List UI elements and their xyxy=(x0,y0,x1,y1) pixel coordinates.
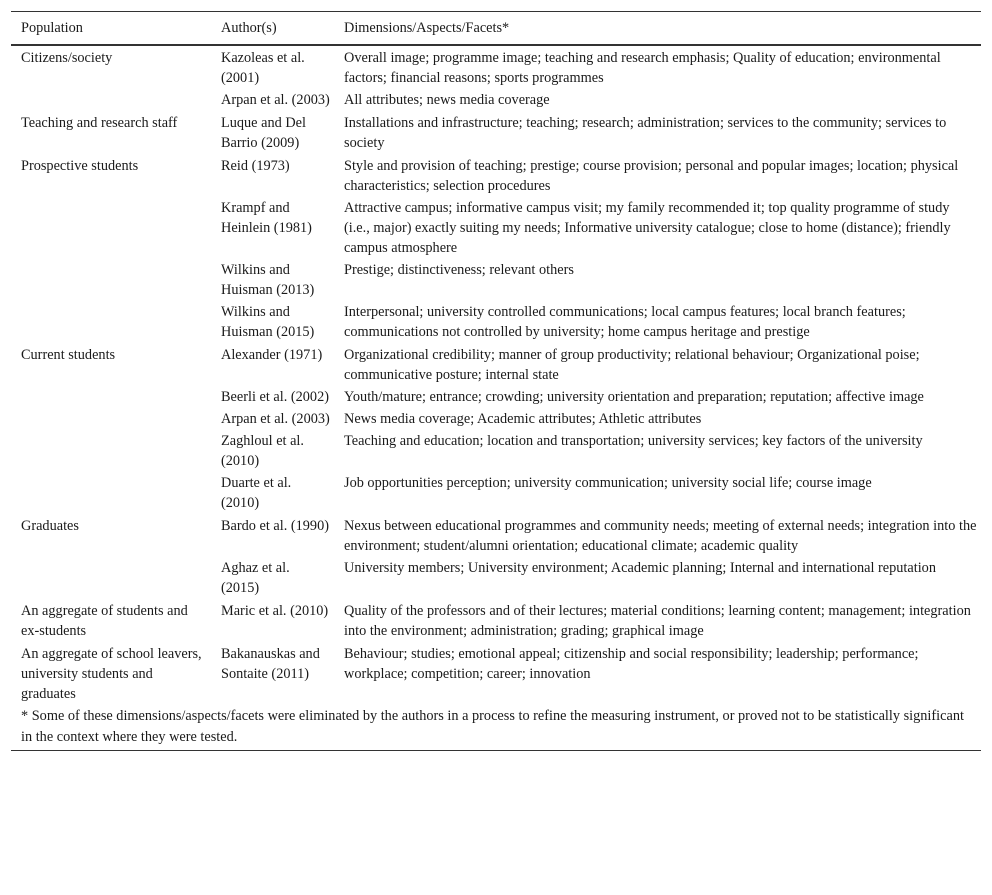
table-row xyxy=(11,197,981,259)
population-cell xyxy=(11,259,211,301)
header-row xyxy=(11,12,981,46)
table-row xyxy=(11,111,981,154)
dimensions-cell: Quality of the professors and of their lectures; material conditions; learning content; management; integration into the environment; administration; grading; graphical image xyxy=(344,603,971,639)
table-row xyxy=(11,599,981,642)
population-cell xyxy=(11,430,211,472)
population-cell xyxy=(11,386,211,408)
dimensions-cell: News media coverage; Academic attributes; Athletic attributes xyxy=(344,411,702,427)
dimensions-cell: Attractive campus; informative campus visit; my family recommended it; top quality programme of study (i.e., major) exactly suiting my needs; Informative university catalogue; close to home (distance); friendly campus atmosphere xyxy=(344,200,951,256)
dimensions-cell: Overall image; programme image; teaching and research emphasis; Quality of education; environmental factors; financial reasons; sports programmes xyxy=(344,50,941,86)
dimensions-cell: Teaching and education; location and transportation; university services; key factors of the university xyxy=(344,433,923,449)
author-cell: Bakanauskas and Sontaite (2011) xyxy=(221,646,320,682)
table-row xyxy=(11,89,981,111)
author-cell: Krampf and Heinlein (1981) xyxy=(221,200,312,236)
author-cell: Luque and Del Barrio (2009) xyxy=(221,115,306,151)
table-row xyxy=(11,301,981,343)
author-cell: Duarte et al. (2010) xyxy=(221,475,292,511)
dimensions-cell: Nexus between educational programmes and community needs; meeting of external needs; integration into the environment; student/alumni orientation; educational climate; academic quality xyxy=(344,518,977,554)
population-cell: Teaching and research staff xyxy=(21,115,178,131)
table-row xyxy=(11,514,981,557)
table-row xyxy=(11,259,981,301)
author-cell: Alexander (1971) xyxy=(221,347,323,363)
table-row xyxy=(11,557,981,599)
population-cell xyxy=(11,89,211,111)
dimensions-cell: Behaviour; studies; emotional appeal; citizenship and social responsibility; leadership; performance; workplace; competition; career; innovation xyxy=(344,646,919,682)
header-population: Population xyxy=(11,12,211,46)
footnote: * Some of these dimensions/aspects/facets were eliminated by the authors in a process to refine the measuring instrument, or proved not to be statistically significant in the context where they were tested. xyxy=(11,705,981,751)
population-cell xyxy=(11,557,211,599)
table-row xyxy=(11,343,981,386)
author-cell: Maric et al. (2010) xyxy=(221,603,329,619)
population-cell xyxy=(11,301,211,343)
author-cell: Reid (1973) xyxy=(221,158,290,174)
author-cell: Arpan et al. (2003) xyxy=(221,411,330,427)
author-cell: Aghaz et al. (2015) xyxy=(221,560,290,596)
population-cell xyxy=(11,472,211,514)
population-cell: Citizens/society xyxy=(21,50,113,66)
footnote-row xyxy=(11,705,981,751)
author-cell: Wilkins and Huisman (2013) xyxy=(221,262,315,298)
table-row xyxy=(11,154,981,197)
table-row xyxy=(11,642,981,705)
table-row xyxy=(11,45,981,89)
author-cell: Bardo et al. (1990) xyxy=(221,518,329,534)
population-cell: An aggregate of students and ex-students xyxy=(21,603,188,639)
dimensions-cell: Youth/mature; entrance; crowding; university orientation and preparation; reputation; affective image xyxy=(344,389,924,405)
header-authors: Author(s) xyxy=(211,12,334,46)
dimensions-cell: Interpersonal; university controlled communications; local campus features; local branch features; communications not controlled by university; home campus heritage and prestige xyxy=(344,304,906,340)
population-cell xyxy=(11,408,211,430)
table-header xyxy=(11,12,981,46)
population-cell xyxy=(11,197,211,259)
author-cell: Wilkins and Huisman (2015) xyxy=(221,304,315,340)
dimensions-cell: All attributes; news media coverage xyxy=(344,92,550,108)
dimensions-cell: Job opportunities perception; university communication; university social life; course image xyxy=(344,475,872,491)
dimensions-table xyxy=(11,11,981,751)
author-cell: Zaghloul et al. (2010) xyxy=(221,433,304,469)
author-cell: Beerli et al. (2002) xyxy=(221,389,329,405)
author-cell: Arpan et al. (2003) xyxy=(221,92,330,108)
dimensions-cell: Style and provision of teaching; prestige; course provision; personal and popular images; location; physical characteristics; selection procedures xyxy=(344,158,959,194)
table-footer xyxy=(11,705,981,751)
population-cell: Current students xyxy=(21,347,116,363)
population-cell: An aggregate of school leavers, university students and graduates xyxy=(21,646,202,702)
author-cell: Kazoleas et al. (2001) xyxy=(221,50,305,86)
dimensions-cell: University members; University environment; Academic planning; Internal and international reputation xyxy=(344,560,936,576)
table-row xyxy=(11,386,981,408)
table-row xyxy=(11,472,981,514)
header-dimensions: Dimensions/Aspects/Facets* xyxy=(334,12,981,46)
table-container xyxy=(11,11,981,751)
table-row xyxy=(11,408,981,430)
dimensions-cell: Installations and infrastructure; teaching; research; administration; services to the community; services to society xyxy=(344,115,947,151)
population-cell: Graduates xyxy=(21,518,79,534)
dimensions-cell: Organizational credibility; manner of group productivity; relational behaviour; Organizational poise; communicative posture; internal state xyxy=(344,347,920,383)
population-cell: Prospective students xyxy=(21,158,139,174)
table-row xyxy=(11,430,981,472)
dimensions-cell: Prestige; distinctiveness; relevant others xyxy=(344,262,574,278)
table-body xyxy=(11,45,981,705)
